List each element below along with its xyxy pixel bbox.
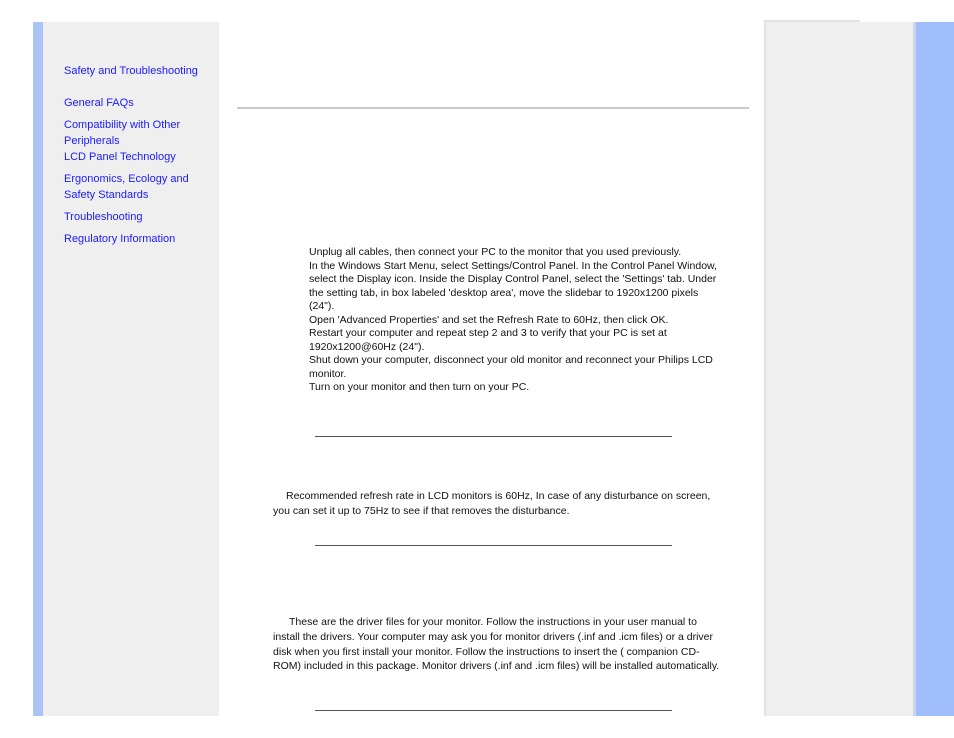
right-blue-border (916, 22, 954, 716)
left-blue-border (33, 22, 43, 716)
right-panel (764, 22, 916, 716)
step-4: Restart your computer and repeat step 2 and 3 to verify that your PC is set at 1920x1200@60Hz (24"). (309, 327, 667, 353)
sidebar-item-ergonomics[interactable]: Ergonomics, Ecology and Safety Standards (64, 173, 189, 201)
main-content (219, 22, 764, 716)
section-divider (315, 436, 672, 437)
sidebar-item-regulatory-information[interactable]: Regulatory Information (64, 233, 176, 245)
sidebar-item-troubleshooting[interactable]: Troubleshooting (64, 211, 143, 223)
sidebar-item-lcd-panel-technology[interactable]: LCD Panel Technology (64, 151, 176, 163)
install-steps (309, 246, 719, 395)
sidebar-nav (43, 22, 219, 716)
refresh-rate-paragraph: Recommended refresh rate in LCD monitors is 60Hz, In case of any disturbance on screen, you can set it up to 75Hz to see if that removes the disturbance. (273, 490, 711, 517)
step-3: Open 'Advanced Properties' and set the Refresh Rate to 60Hz, then click OK. (309, 313, 669, 326)
sidebar-item-safety-troubleshooting[interactable]: Safety and Troubleshooting (64, 65, 198, 77)
section-divider (315, 710, 672, 711)
step-1: Unplug all cables, then connect your PC to the monitor that you used previously. (309, 246, 682, 258)
header-divider (237, 107, 749, 109)
driver-files-paragraph: These are the driver files for your monitor. Follow the instructions in your user manual to install the drivers. Your computer may ask you for monitor drivers (.inf and .icm files) or a driver disk when you first install your monitor. Follow the instructions to insert the ( companion CD-ROM) included in this package. Monitor drivers (.inf and .icm files) will be installed automatically. (273, 616, 720, 673)
sidebar-item-compatibility[interactable]: Compatibility with Other Peripherals (64, 119, 181, 147)
step-2: In the Windows Start Menu, select Settings/Control Panel. In the Control Panel Window, select the Display icon. Inside the Display Control Panel, select the 'Settings' tab. Under the setting tab, in box labeled 'desktop area', move the slidebar to 1920x1200 pixels (24"). (309, 259, 717, 312)
section-divider (315, 545, 672, 546)
step-6: Turn on your monitor and then turn on your PC. (309, 381, 530, 393)
sidebar-item-general-faqs[interactable]: General FAQs (64, 97, 134, 109)
step-5: Shut down your computer, disconnect your old monitor and reconnect your Philips LCD monitor. (309, 354, 713, 380)
